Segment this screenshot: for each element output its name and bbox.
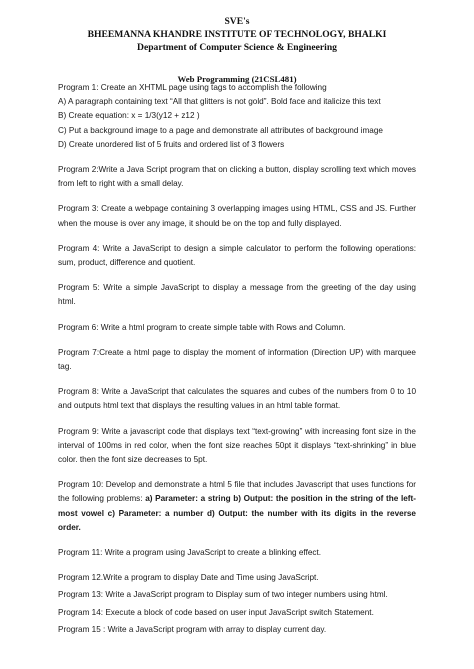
program-15: Program 15 : Write a JavaScript program with array to display current day. bbox=[58, 624, 327, 634]
program-list bbox=[58, 81, 416, 640]
program-1-line: C) Put a background image to a page and demonstrate all attributes of background image bbox=[58, 125, 383, 135]
department-name: Department of Computer Science & Engineering bbox=[137, 42, 337, 53]
program-7: Program 7:Create a html page to display the moment of information (Direction UP) with marquee tag. bbox=[58, 347, 416, 372]
program-3: Program 3: Create a webpage containing 3 overlapping images using HTML, CSS and JS. Further when the mouse is over any image, it should be on the top and fully displayed. bbox=[58, 204, 416, 228]
program-12: Program 12.Write a program to display Date and Time using JavaScript. bbox=[58, 573, 319, 583]
program-5: Program 5: Write a simple JavaScript to display a message from the greeting of the day using html. bbox=[58, 283, 416, 307]
program-1-line: D) Create unordered list of 5 fruits and ordered list of 3 flowers bbox=[58, 139, 285, 149]
program-1 bbox=[58, 81, 416, 152]
program-13: Program 13: Write a JavaScript program to Display sum of two integer numbers using html. bbox=[58, 590, 388, 600]
institute-name: BHEEMANNA KHANDRE INSTITUTE OF TECHNOLOGY, BHALKI bbox=[87, 29, 387, 40]
program-10 bbox=[58, 478, 416, 535]
program-1-line: A) A paragraph containing text “All that glitters is not gold”. Bold face and italicize this text bbox=[58, 97, 381, 107]
subject-title: Web Programming (21CSL481) bbox=[177, 74, 297, 84]
document-header bbox=[0, 15, 474, 86]
program-2: Program 2:Write a Java Script program that on clicking a button, display scrolling text which moves from left to right with a small delay. bbox=[58, 165, 416, 189]
program-8: Program 8: Write a JavaScript that calculates the squares and cubes of the numbers from 0 to 10 and outputs html text that displays the resulting values in an html table format. bbox=[58, 387, 416, 411]
program-10-intro: Program 10: Develop and demonstrate a html 5 file that includes Javascript that uses functions for the following problems: bbox=[58, 480, 416, 504]
program-1-line: Program 1: Create an XHTML page using tags to accomplish the following bbox=[58, 83, 327, 92]
program-1-line: B) Create equation: x = 1/3(y12 + z12 ) bbox=[58, 111, 200, 121]
program-14: Program 14: Execute a block of code based on user input JavaScript switch Statement. bbox=[58, 607, 374, 617]
program-6: Program 6: Write a html program to create simple table with Rows and Column. bbox=[58, 322, 346, 332]
program-10-problems: a) Parameter: a string b) Output: the position in the string of the left-most vowel c) Parameter: a number d) Output: the number with its digits in the reverse order. bbox=[58, 494, 416, 532]
program-11: Program 11: Write a program using JavaScript to create a blinking effect. bbox=[58, 548, 322, 558]
program-9: Program 9: Write a javascript code that displays text “text-growing” with increasing font size in the interval of 100ms in red color, when the font size reaches 50pt it displays “text-shrinking” in blue color. then the font size decreases to 5pt. bbox=[58, 426, 416, 465]
org-name: SVE's bbox=[224, 16, 250, 27]
program-4: Program 4: Write a JavaScript to design a simple calculator to perform the following operations: sum, product, difference and quotient. bbox=[58, 243, 416, 268]
